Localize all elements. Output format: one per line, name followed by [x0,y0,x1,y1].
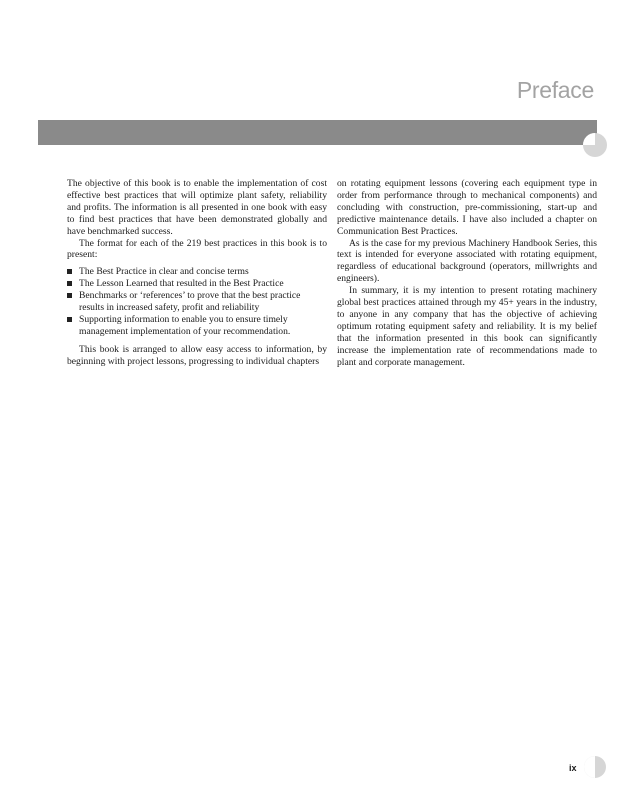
list-item: Benchmarks or ‘references’ to prove that the best practice results in increased safety, profit and reliability [67,290,327,314]
paragraph-audience: As is the case for my previous Machinery Handbook Series, this text is intended for everyone associated with rotating equipment, regardless of educational background (operators, millwrights and engineers). [337,237,597,285]
bullet-square-icon [67,269,72,274]
header-band [38,120,597,145]
list-item: The Lesson Learned that resulted in the Best Practice [67,278,327,290]
bullet-square-icon [67,317,72,322]
paragraph-continuation: on rotating equipment lessons (covering each equipment type in order from performance through to mechanical components) and concluding with construction, pre-commissioning, start-up and predictive maintenance details. I have also included a chapter on Communication Best Practices. [337,178,597,237]
paragraph-format: The format for each of the 219 best practices in this book is to present: [67,237,327,261]
page-corner-tab-decoration [584,756,606,778]
paragraph-arrangement: This book is arranged to allow easy access to information, by beginning with project lessons, progressing to individual chapters [67,343,327,367]
paragraph-summary: In summary, it is my intention to present rotating machinery global best practices attained through my 45+ years in the industry, to anyone in any company that has the objective of achieving optimum rotating equipment safety and reliability. It is my belief that the information presented in this book can significantly increase the implementation rate of recommendations made to plant and corporate management. [337,285,597,368]
paragraph-objective: The objective of this book is to enable the implementation of cost effective best practices that will optimize plant safety, reliability and profits. The information is all presented in one book with easy to find best practices that have been demonstrated globally and have benchmarked success. [67,178,327,237]
list-item: Supporting information to enable you to ensure timely management implementation of your recommendation. [67,314,327,338]
left-column [67,178,327,368]
bullet-square-icon [67,281,72,286]
best-practice-format-list [67,266,327,337]
bullet-square-icon [67,293,72,298]
list-item: The Best Practice in clear and concise terms [67,266,327,278]
corner-tab-decoration [583,133,607,157]
page-title: Preface [516,77,594,103]
page-number: ix [569,763,577,773]
right-column [337,178,597,369]
